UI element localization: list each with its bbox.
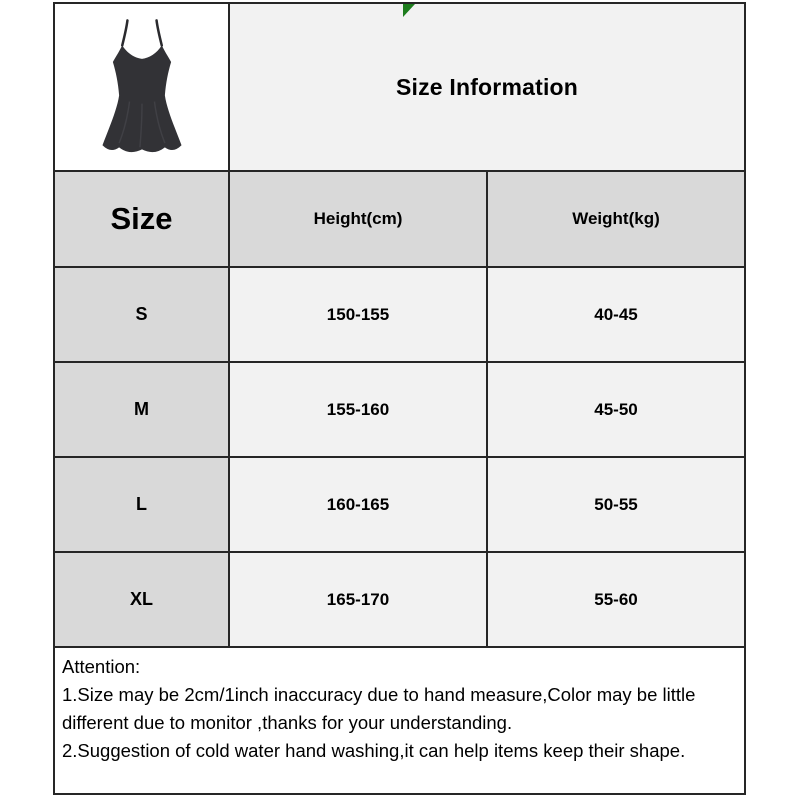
size-chart-sheet xyxy=(53,2,746,795)
table-row-l-height xyxy=(230,458,488,553)
table-row-l-weight xyxy=(488,458,744,553)
size-value: L xyxy=(136,494,147,514)
size-value: XL xyxy=(129,589,153,609)
column-header-size xyxy=(55,172,230,268)
weight-value: 50-55 xyxy=(594,494,638,514)
weight-value: 45-50 xyxy=(594,399,638,419)
height-value: 150-155 xyxy=(326,304,390,324)
attention-note-line: 1.Size may be 2cm/1inch inaccuracy due to hand measure,Color may be little xyxy=(62,684,696,705)
table-row-m-size xyxy=(55,363,230,458)
green-corner-marker-icon xyxy=(403,4,415,17)
attention-heading: Attention: xyxy=(62,656,141,677)
dress-image xyxy=(90,12,194,162)
weight-header-label: Weight(kg) xyxy=(572,209,660,228)
attention-box xyxy=(55,648,744,793)
attention-note-line: different due to monitor ,thanks for your understanding. xyxy=(62,712,513,733)
table-row-xl-size xyxy=(55,553,230,648)
table-row-s-size xyxy=(55,268,230,363)
table-row-m-height xyxy=(230,363,488,458)
title-cell xyxy=(230,4,744,172)
weight-value: 55-60 xyxy=(594,589,638,609)
height-value: 155-160 xyxy=(326,399,390,419)
table-row-m-weight xyxy=(488,363,744,458)
column-header-weight xyxy=(488,172,744,268)
size-value: M xyxy=(134,399,149,419)
height-value: 165-170 xyxy=(326,589,390,609)
attention-note-line: 2.Suggestion of cold water hand washing,it can help items keep their shape. xyxy=(62,740,686,761)
height-header-label: Height(cm) xyxy=(313,209,403,228)
table-row-s-height xyxy=(230,268,488,363)
weight-value: 40-45 xyxy=(594,304,638,324)
product-image-cell xyxy=(55,4,230,172)
height-value: 160-165 xyxy=(326,494,390,514)
table-row-l-size xyxy=(55,458,230,553)
page-title: Size Information xyxy=(395,73,579,100)
size-header-label: Size xyxy=(110,201,173,236)
table-row-xl-height xyxy=(230,553,488,648)
table-row-s-weight xyxy=(488,268,744,363)
column-header-height xyxy=(230,172,488,268)
size-value: S xyxy=(135,304,148,324)
table-row-xl-weight xyxy=(488,553,744,648)
